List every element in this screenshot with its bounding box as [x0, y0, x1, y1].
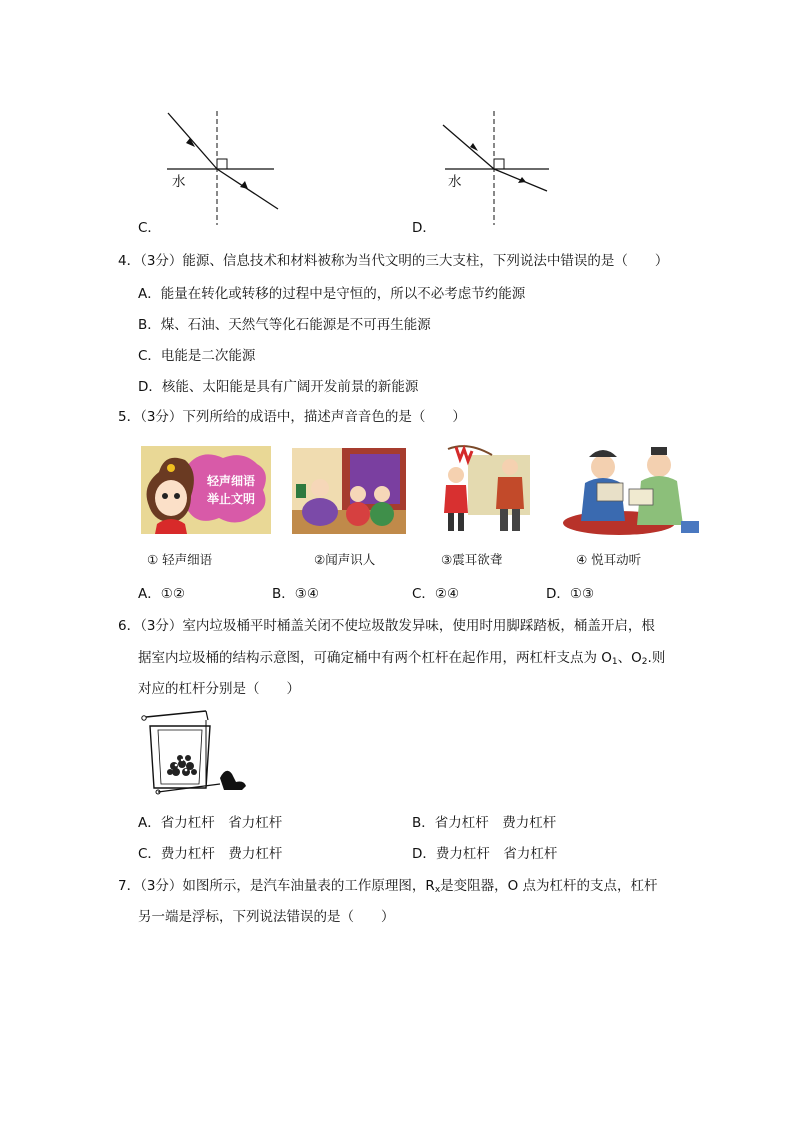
idiom-picture-3 [438, 437, 535, 535]
water-label-d: 水 [448, 174, 462, 190]
question-4-stem: 4．（3分）能源、信息技术和材料被称为当代文明的三大支柱，下列说法中错误的是（ ） [118, 253, 669, 269]
idiom-picture-2 [292, 448, 406, 534]
picture-3-caption: ③震耳欲聋 [441, 552, 503, 567]
idiom-picture-4 [559, 443, 703, 539]
question-6-stem-line-3: 对应的杠杆分别是（ ） [138, 681, 300, 697]
fulcrum-2-subscript: 2 [641, 657, 648, 667]
question-5-option-a: A．①② [138, 586, 185, 602]
question-6-stem-line-1: 6．（3分）室内垃圾桶平时桶盖关闭不使垃圾散发异味，使用时用脚踩踏板，桶盖开启，根 [118, 618, 655, 634]
question-5-option-d: D．①③ [546, 586, 595, 602]
question-5-stem: 5．（3分）下列所给的成语中，描述声音音色的是（ ） [118, 409, 466, 425]
question-7-stem-line-2: 另一端是浮标，下列说法错误的是（ ） [138, 909, 395, 925]
idiom-picture-1-text: 轻声细语 举止文明 [206, 474, 255, 506]
fulcrum-1-subscript: 1 [611, 657, 618, 667]
picture-4-caption: ④ 悦耳动听 [576, 552, 642, 567]
option-c-label: C． [138, 220, 161, 236]
water-label-c: 水 [172, 174, 186, 190]
idiom-picture-1 [141, 446, 271, 534]
question-6-option-a: A．省力杠杆 省力杠杆 [138, 815, 283, 831]
question-6-option-d: D．费力杠杆 省力杠杆 [412, 846, 558, 862]
picture-2-caption: ②闻声识人 [314, 552, 376, 567]
question-4-option-b: B．煤、石油、天然气等化石能源是不可再生能源 [138, 317, 431, 333]
question-6-option-c: C．费力杠杆 费力杠杆 [138, 846, 283, 862]
picture-1-caption: ① 轻声细语 [147, 552, 213, 567]
resistor-subscript: x [434, 885, 441, 895]
question-6-option-b: B．省力杠杆 费力杠杆 [412, 815, 557, 831]
question-4-option-a: A．能量在转化或转移的过程中是守恒的，所以不必考虑节约能源 [138, 286, 526, 302]
refraction-diagram-d [425, 105, 565, 230]
question-4-option-d: D．核能、太阳能是具有广阔开发前景的新能源 [138, 379, 419, 395]
question-4-option-c: C．电能是二次能源 [138, 348, 256, 364]
question-5-option-c: C．②④ [412, 586, 460, 602]
question-6-stem-line-2: 据室内垃圾桶的结构示意图，可确定桶中有两个杠杆在起作用，两杠杆支点为 $O_1$、$O_2$.则 [138, 650, 666, 667]
question-5-option-b: B．③④ [272, 586, 319, 602]
option-d-label: D． [412, 220, 436, 236]
refraction-diagram-c [150, 105, 290, 230]
trash-bin-diagram [136, 708, 252, 798]
question-7-stem-line-1: 7．（3分）如图所示，是汽车油量表的工作原理图，$R_x$是变阻器，O 点为杠杆的支点，杠杆 [118, 878, 658, 895]
